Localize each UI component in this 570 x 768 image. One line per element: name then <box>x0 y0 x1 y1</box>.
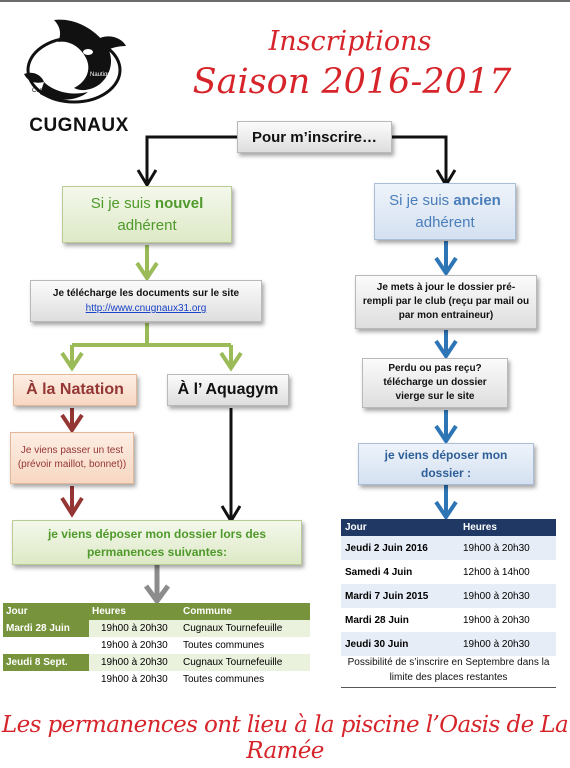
natation-label: À la Natation <box>26 381 124 398</box>
cell-day: Mardi 28 Juin <box>3 620 89 637</box>
update-box <box>355 275 537 329</box>
cell-commune: Cugnaux Tournefeuille <box>180 620 310 637</box>
deposit-right-box <box>358 443 534 485</box>
cell-commune: Toutes communes <box>180 671 310 688</box>
cell-hours: 19h00 à 20h30 <box>459 632 556 656</box>
title-line-2: Saison 2016-2017 <box>192 62 512 102</box>
aquagym-box <box>167 374 289 406</box>
registration-note: Possibilité de s’inscrire en Septembre dans la limite des places restantes <box>341 655 556 688</box>
start-label: Pour m’inscrire… <box>251 128 378 146</box>
deposit-right-text: je viens déposer mon dossier : <box>384 448 508 480</box>
table-row <box>341 608 556 632</box>
aquagym-label: À l’ Aquagym <box>177 381 279 398</box>
old-member-box <box>374 183 516 240</box>
deposit-left-text: je viens déposer mon dossier lors des permanences suivantes: <box>47 526 267 559</box>
right-schedule-table <box>341 519 556 656</box>
lost-box <box>362 358 508 408</box>
old-member-suffix: adhérent <box>415 213 475 231</box>
left-schedule-table <box>3 603 310 688</box>
new-member-prefix: Si je suis <box>90 194 155 212</box>
test-box <box>10 432 134 484</box>
cell-hours: 19h00 à 20h30 <box>89 671 180 688</box>
natation-box <box>13 374 137 406</box>
table-row <box>3 620 310 637</box>
cell-hours: 19h00 à 20h30 <box>459 536 556 560</box>
lost-text: Perdu ou pas reçu? télécharge un dossier vierge sur le site <box>383 363 487 402</box>
new-member-box <box>62 186 232 243</box>
cell-hours: 19h00 à 20h30 <box>89 637 180 654</box>
cell-day: Jeudi 30 Juin <box>3 637 89 654</box>
cell-hours: 19h00 à 20h30 <box>463 614 530 626</box>
site-link[interactable]: http://www.cnugnaux31.org <box>85 303 207 314</box>
left-col-commune: Commune <box>180 603 310 620</box>
logo-name: CUGNAUX <box>29 115 129 136</box>
table-row <box>341 560 556 584</box>
cell-hours: 19h00 à 20h30 <box>459 584 556 608</box>
title-line-1: Inscriptions <box>268 26 432 57</box>
cell-day: Mardi 28 Juin <box>345 614 409 626</box>
cell-day: Jeudi 2 Juin 2016 <box>341 536 459 560</box>
start-box <box>237 121 392 153</box>
table-row <box>341 584 556 608</box>
table-row <box>341 632 556 656</box>
update-text: Je mets à jour le dossier pré-rempli par le club (reçu par mail ou par mon entraineur) <box>362 282 530 321</box>
cell-day: Jeudi 30 Juin <box>341 632 459 656</box>
cell-commune: Toutes communes <box>180 637 310 654</box>
download-text: Je télécharge les documents sur le site <box>52 288 240 299</box>
left-col-day: Jour <box>3 603 89 620</box>
table-row <box>3 637 310 654</box>
cell-hours: 19h00 à 20h30 <box>89 620 180 637</box>
right-col-hours: Heures <box>459 519 556 536</box>
download-box <box>30 280 262 322</box>
grey-connector <box>146 565 168 601</box>
old-member-prefix: Si je suis <box>389 191 454 209</box>
right-col-day: Jour <box>341 519 459 536</box>
old-member-emphasis: ancien <box>453 191 501 209</box>
table-row <box>3 671 310 688</box>
cell-hours: 12h00 à 14h00 <box>463 566 530 578</box>
footer-text: Les permanences ont lieu à la piscine l’Oasis de La Ramée <box>1 712 569 764</box>
cell-day: Vend. 9 Sep. <box>3 671 89 688</box>
cell-day: Jeudi 8 Sept. <box>3 654 89 671</box>
new-member-suffix: adhérent <box>117 216 177 234</box>
cell-hours: 19h00 à 20h30 <box>89 654 180 671</box>
deposit-left-box <box>12 520 302 565</box>
cell-day: Samedi 4 Juin <box>345 566 413 578</box>
test-text: Je viens passer un test (prévoir maillot, bonnet)) <box>17 445 127 470</box>
table-row <box>3 654 310 671</box>
cell-day: Mardi 7 Juin 2015 <box>341 584 459 608</box>
cell-commune: Cugnaux Tournefeuille <box>180 654 310 671</box>
left-col-hours: Heures <box>89 603 180 620</box>
logo-ring-left: Cercle <box>32 88 50 94</box>
aquagym-connector <box>222 408 240 521</box>
logo-ring-right: Nautique <box>90 72 115 78</box>
new-member-emphasis: nouvel <box>154 194 204 212</box>
table-row <box>341 536 556 560</box>
